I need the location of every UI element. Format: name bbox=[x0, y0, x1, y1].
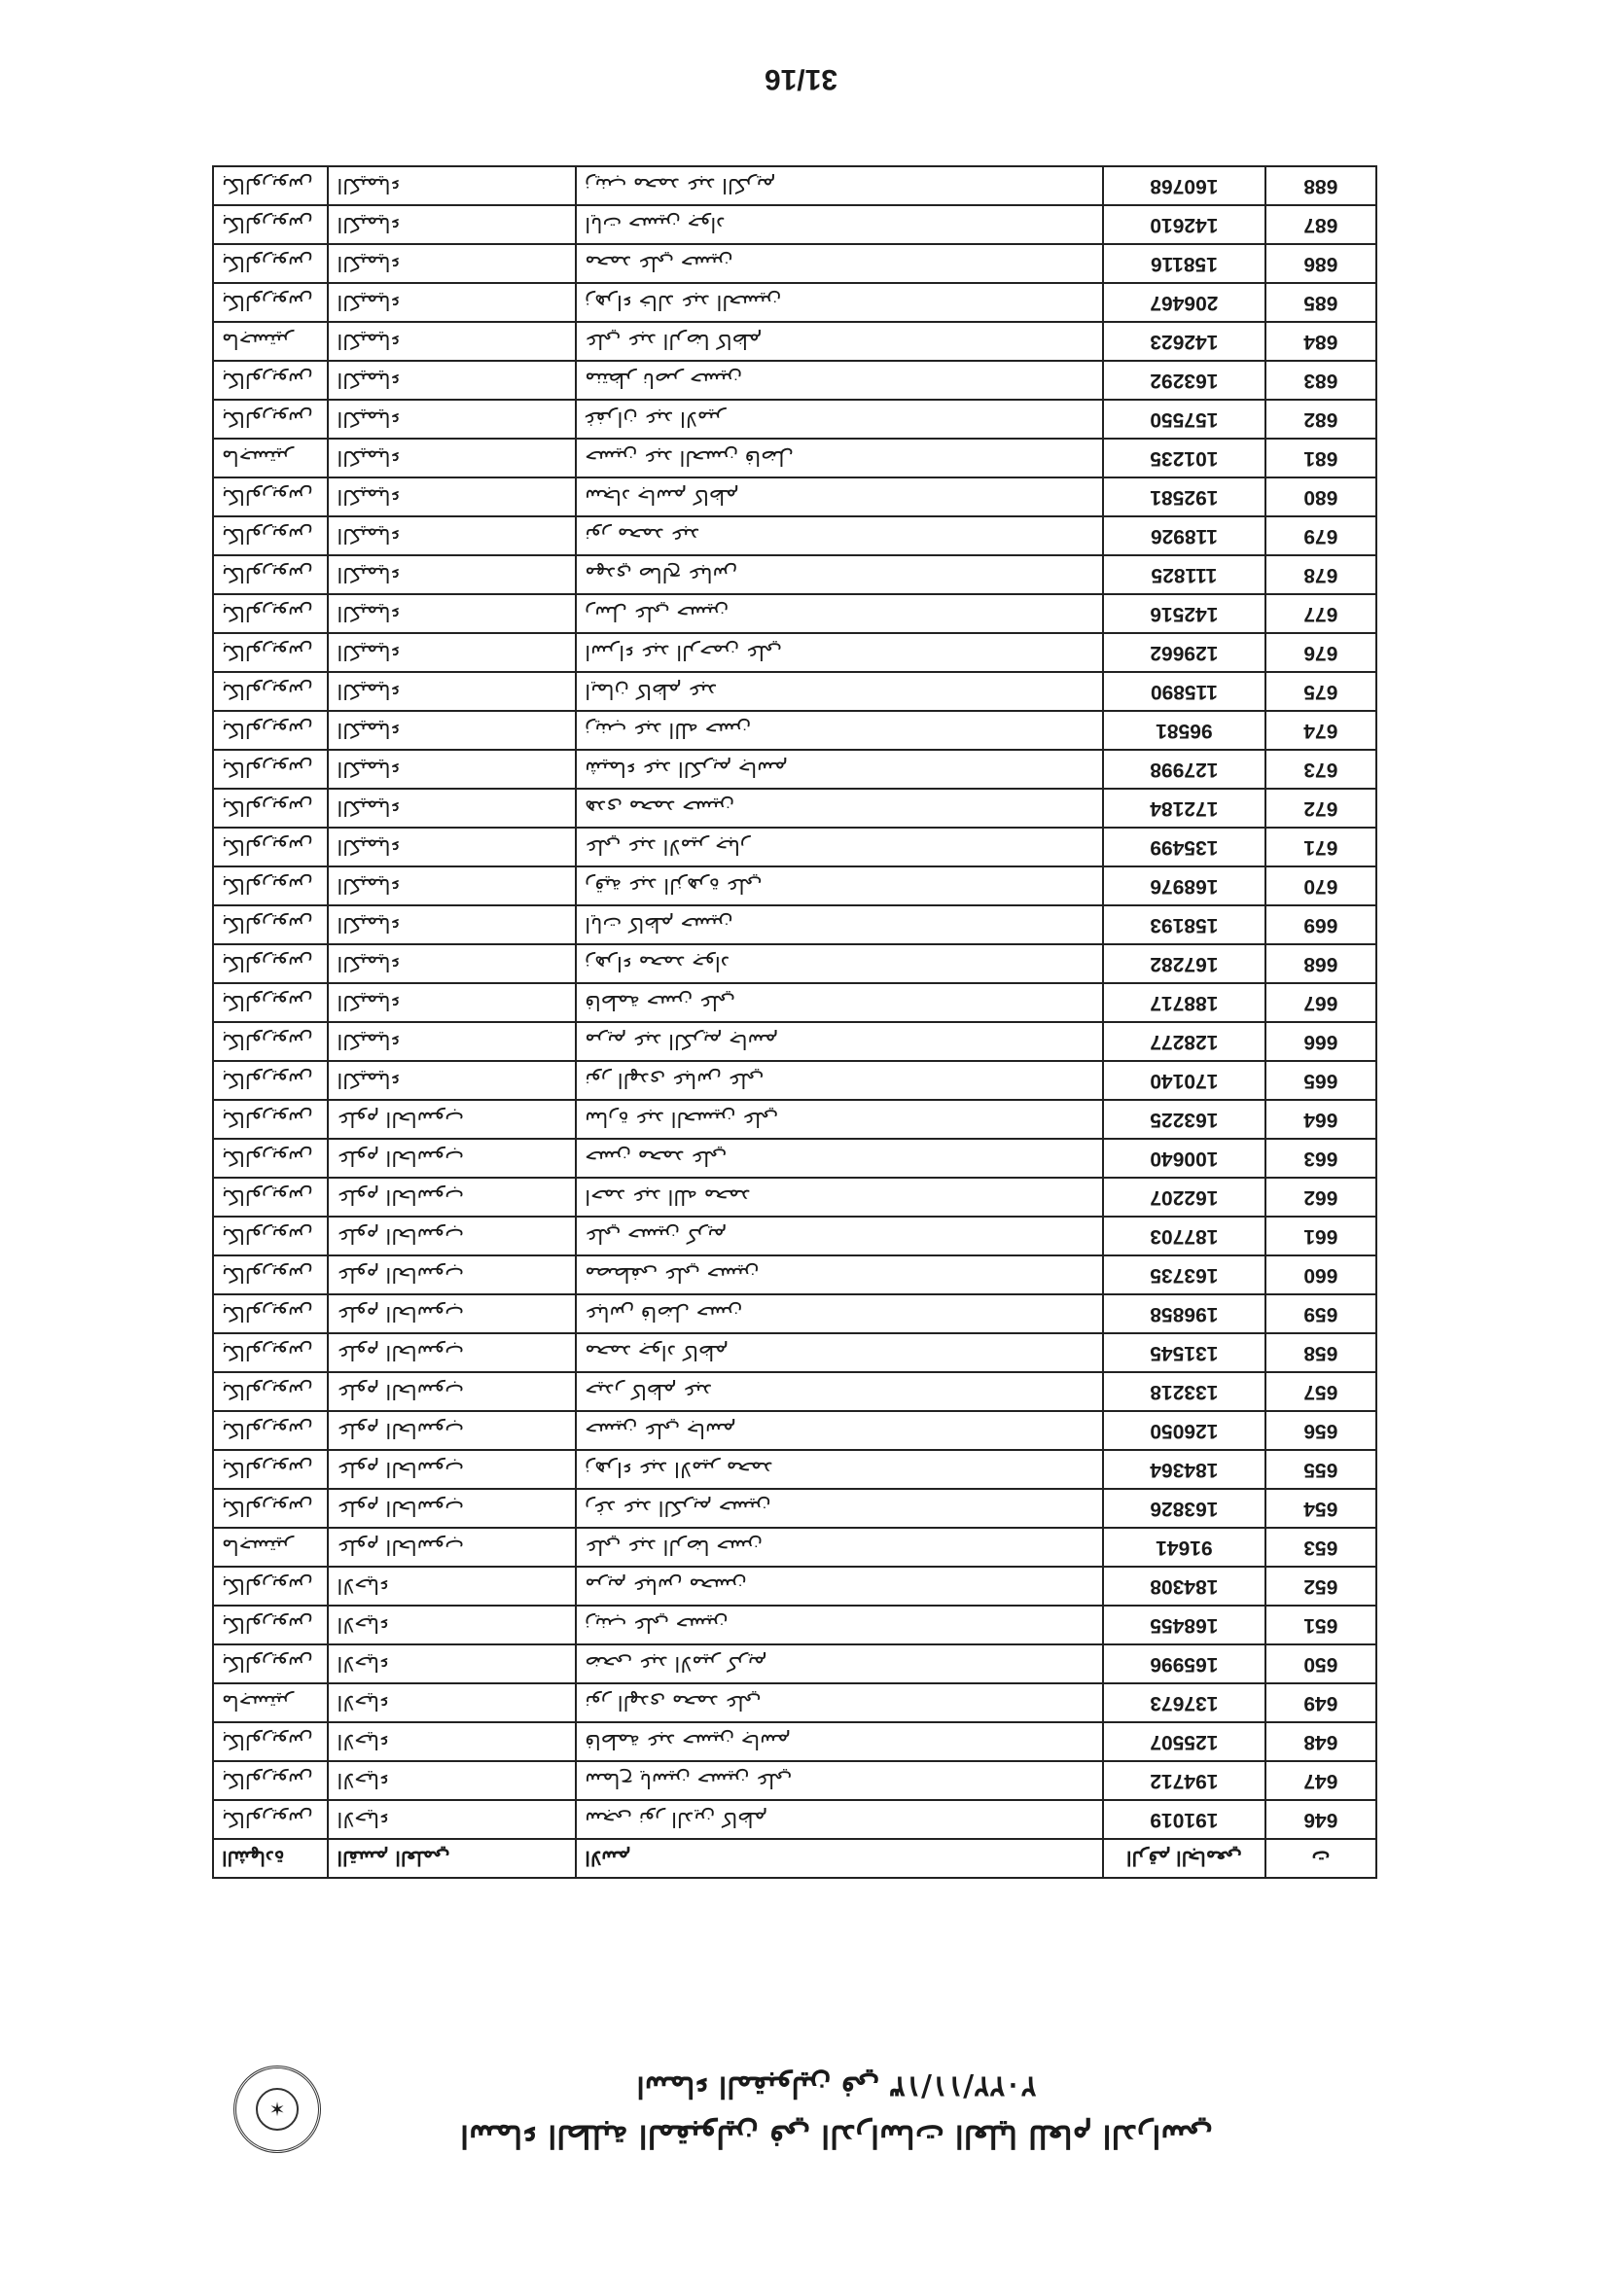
table-row bbox=[213, 672, 1376, 711]
cell-name: سارة عبد الحسين علي bbox=[576, 1100, 1103, 1139]
cell-seq: 677 bbox=[1265, 594, 1376, 633]
cell-id: 101235 bbox=[1103, 439, 1265, 477]
cell-department: الاحياء bbox=[328, 1761, 576, 1800]
cell-department: الكيمياء bbox=[328, 672, 576, 711]
table-row bbox=[213, 633, 1376, 672]
table-row bbox=[213, 1217, 1376, 1255]
cell-id: 100640 bbox=[1103, 1139, 1265, 1178]
cell-degree: بكالوريوس bbox=[213, 866, 328, 905]
table-row bbox=[213, 1800, 1376, 1839]
footer-date-line: اسماء المقبولين في ٢٠٢٢/١١/١٣ bbox=[636, 2069, 1037, 2103]
cell-department: الاحياء bbox=[328, 1683, 576, 1722]
cell-name: غفران عبد الامير bbox=[576, 400, 1103, 439]
cell-name: حسين عبد الحسن فاضل bbox=[576, 439, 1103, 477]
table-row bbox=[213, 1567, 1376, 1606]
cell-degree: بكالوريوس bbox=[213, 983, 328, 1022]
table-row bbox=[213, 944, 1376, 983]
table-row bbox=[213, 1255, 1376, 1294]
cell-seq: 653 bbox=[1265, 1528, 1376, 1567]
cell-degree: بكالوريوس bbox=[213, 1489, 328, 1528]
cell-name: علي عبد الرضا حسن bbox=[576, 1528, 1103, 1567]
cell-seq: 669 bbox=[1265, 905, 1376, 944]
cell-id: 142610 bbox=[1103, 205, 1265, 244]
cell-degree: بكالوريوس bbox=[213, 1411, 328, 1450]
cell-name: علي حسين كريم bbox=[576, 1217, 1103, 1255]
cell-seq: 651 bbox=[1265, 1606, 1376, 1644]
cell-department: الكيمياء bbox=[328, 205, 576, 244]
cell-id: 192581 bbox=[1103, 477, 1265, 516]
cell-degree: بكالوريوس bbox=[213, 1372, 328, 1411]
table-row bbox=[213, 1022, 1376, 1061]
cell-id: 188717 bbox=[1103, 983, 1265, 1022]
cell-department: الكيمياء bbox=[328, 322, 576, 361]
cell-name: زهراء عبد الامير محمد bbox=[576, 1450, 1103, 1489]
header-seq: ت bbox=[1265, 1839, 1376, 1878]
cell-degree: بكالوريوس bbox=[213, 283, 328, 322]
cell-degree: بكالوريوس bbox=[213, 1255, 328, 1294]
cell-degree: بكالوريوس bbox=[213, 594, 328, 633]
cell-name: فاطمة حسن علي bbox=[576, 983, 1103, 1022]
cell-degree: بكالوريوس bbox=[213, 1761, 328, 1800]
cell-name: رقية عبد الزهرة علي bbox=[576, 866, 1103, 905]
cell-id: 129662 bbox=[1103, 633, 1265, 672]
table-row bbox=[213, 1139, 1376, 1178]
cell-name: ايمان كاظم عبد bbox=[576, 672, 1103, 711]
cell-degree: ماجستير bbox=[213, 1683, 328, 1722]
cell-seq: 665 bbox=[1265, 1061, 1376, 1100]
cell-seq: 648 bbox=[1265, 1722, 1376, 1761]
cell-degree: بكالوريوس bbox=[213, 1606, 328, 1644]
cell-id: 168976 bbox=[1103, 866, 1265, 905]
cell-department: الكيمياء bbox=[328, 866, 576, 905]
cell-seq: 668 bbox=[1265, 944, 1376, 983]
cell-degree: بكالوريوس bbox=[213, 1178, 328, 1217]
cell-degree: بكالوريوس bbox=[213, 166, 328, 205]
cell-department: الكيمياء bbox=[328, 944, 576, 983]
cell-degree: بكالوريوس bbox=[213, 1800, 328, 1839]
cell-seq: 685 bbox=[1265, 283, 1376, 322]
cell-name: احمد عبد الله محمد bbox=[576, 1178, 1103, 1217]
cell-degree: بكالوريوس bbox=[213, 1294, 328, 1333]
cell-seq: 679 bbox=[1265, 516, 1376, 555]
cell-id: 137673 bbox=[1103, 1683, 1265, 1722]
cell-department: الكيمياء bbox=[328, 750, 576, 789]
table-row bbox=[213, 1333, 1376, 1372]
cell-name: حسن محمد علي bbox=[576, 1139, 1103, 1178]
cell-id: 126050 bbox=[1103, 1411, 1265, 1450]
cell-name: مريم عباس محسن bbox=[576, 1567, 1103, 1606]
cell-name: محمد علي حسين bbox=[576, 244, 1103, 283]
cell-id: 191019 bbox=[1103, 1800, 1265, 1839]
cell-department: الكيمياء bbox=[328, 789, 576, 828]
cell-name: فاطمة عبد حسين جاسم bbox=[576, 1722, 1103, 1761]
cell-degree: بكالوريوس bbox=[213, 244, 328, 283]
cell-id: 128277 bbox=[1103, 1022, 1265, 1061]
table-row bbox=[213, 477, 1376, 516]
cell-department: الاحياء bbox=[328, 1567, 576, 1606]
table-row bbox=[213, 905, 1376, 944]
table-row bbox=[213, 594, 1376, 633]
cell-degree: بكالوريوس bbox=[213, 1139, 328, 1178]
cell-department: علوم الحاسوب bbox=[328, 1255, 576, 1294]
cell-name: حسين علي جاسم bbox=[576, 1411, 1103, 1450]
cell-degree: بكالوريوس bbox=[213, 477, 328, 516]
cell-seq: 663 bbox=[1265, 1139, 1376, 1178]
cell-seq: 664 bbox=[1265, 1100, 1376, 1139]
table-row bbox=[213, 322, 1376, 361]
cell-degree: بكالوريوس bbox=[213, 633, 328, 672]
cell-seq: 683 bbox=[1265, 361, 1376, 400]
cell-department: الكيمياء bbox=[328, 828, 576, 866]
cell-id: 165996 bbox=[1103, 1644, 1265, 1683]
table-row bbox=[213, 1061, 1376, 1100]
table-row bbox=[213, 1411, 1376, 1450]
table-row bbox=[213, 1722, 1376, 1761]
page-number: 31/16 bbox=[764, 63, 838, 95]
table-row bbox=[213, 283, 1376, 322]
table-row bbox=[213, 244, 1376, 283]
cell-department: الكيمياء bbox=[328, 905, 576, 944]
cell-seq: 688 bbox=[1265, 166, 1376, 205]
cell-name: مهدي صالح عباس bbox=[576, 555, 1103, 594]
cell-seq: 667 bbox=[1265, 983, 1376, 1022]
cell-id: 158116 bbox=[1103, 244, 1265, 283]
table-row bbox=[213, 1372, 1376, 1411]
cell-name: اسراء عبد الرحمن علي bbox=[576, 633, 1103, 672]
cell-name: رغد عبد الكريم حسين bbox=[576, 1489, 1103, 1528]
cell-id: 135499 bbox=[1103, 828, 1265, 866]
cell-department: الكيمياء bbox=[328, 244, 576, 283]
cell-name: مريم عبد الكريم جاسم bbox=[576, 1022, 1103, 1061]
cell-id: 194712 bbox=[1103, 1761, 1265, 1800]
cell-degree: بكالوريوس bbox=[213, 400, 328, 439]
cell-department: علوم الحاسوب bbox=[328, 1139, 576, 1178]
table-row bbox=[213, 205, 1376, 244]
cell-department: علوم الحاسوب bbox=[328, 1294, 576, 1333]
cell-department: علوم الحاسوب bbox=[328, 1217, 576, 1255]
cell-degree: بكالوريوس bbox=[213, 789, 328, 828]
table-row bbox=[213, 750, 1376, 789]
cell-name: ايات كاظم حسين bbox=[576, 905, 1103, 944]
cell-seq: 660 bbox=[1265, 1255, 1376, 1294]
cell-seq: 655 bbox=[1265, 1450, 1376, 1489]
cell-department: علوم الحاسوب bbox=[328, 1178, 576, 1217]
cell-degree: بكالوريوس bbox=[213, 361, 328, 400]
cell-name: نور الهدى عباس علي bbox=[576, 1061, 1103, 1100]
cell-id: 170140 bbox=[1103, 1061, 1265, 1100]
table-row bbox=[213, 711, 1376, 750]
table-row bbox=[213, 1683, 1376, 1722]
cell-seq: 686 bbox=[1265, 244, 1376, 283]
header-name: الاسم bbox=[576, 1839, 1103, 1878]
table-row bbox=[213, 361, 1376, 400]
cell-degree: بكالوريوس bbox=[213, 1061, 328, 1100]
table-row bbox=[213, 1100, 1376, 1139]
cell-name: حيدر كاظم عبد bbox=[576, 1372, 1103, 1411]
cell-degree: بكالوريوس bbox=[213, 905, 328, 944]
cell-id: 167282 bbox=[1103, 944, 1265, 983]
cell-department: علوم الحاسوب bbox=[328, 1528, 576, 1567]
cell-department: الكيمياء bbox=[328, 633, 576, 672]
table-row bbox=[213, 1178, 1376, 1217]
cell-degree: بكالوريوس bbox=[213, 205, 328, 244]
cell-seq: 680 bbox=[1265, 477, 1376, 516]
cell-degree: بكالوريوس bbox=[213, 711, 328, 750]
cell-seq: 650 bbox=[1265, 1644, 1376, 1683]
table-row bbox=[213, 1294, 1376, 1333]
cell-degree: بكالوريوس bbox=[213, 750, 328, 789]
cell-degree: بكالوريوس bbox=[213, 1333, 328, 1372]
cell-department: الكيمياء bbox=[328, 1061, 576, 1100]
cell-seq: 670 bbox=[1265, 866, 1376, 905]
cell-seq: 672 bbox=[1265, 789, 1376, 828]
cell-department: الكيمياء bbox=[328, 400, 576, 439]
cell-degree: بكالوريوس bbox=[213, 1644, 328, 1683]
cell-name: شيماء عبد الكريم جاسم bbox=[576, 750, 1103, 789]
cell-department: علوم الحاسوب bbox=[328, 1450, 576, 1489]
cell-name: رسل علي حسين bbox=[576, 594, 1103, 633]
cell-degree: بكالوريوس bbox=[213, 555, 328, 594]
cell-id: 206467 bbox=[1103, 283, 1265, 322]
cell-department: الكيمياء bbox=[328, 711, 576, 750]
cell-seq: 658 bbox=[1265, 1333, 1376, 1372]
cell-department: الكيمياء bbox=[328, 516, 576, 555]
cell-id: 162207 bbox=[1103, 1178, 1265, 1217]
cell-id: 158193 bbox=[1103, 905, 1265, 944]
table-row bbox=[213, 983, 1376, 1022]
cell-seq: 646 bbox=[1265, 1800, 1376, 1839]
official-seal bbox=[233, 2066, 321, 2153]
cell-seq: 675 bbox=[1265, 672, 1376, 711]
table-row bbox=[213, 1450, 1376, 1489]
table-row bbox=[213, 1761, 1376, 1800]
table-row bbox=[213, 828, 1376, 866]
cell-degree: بكالوريوس bbox=[213, 516, 328, 555]
table-row bbox=[213, 1644, 1376, 1683]
cell-name: نور محمد عبد bbox=[576, 516, 1103, 555]
cell-id: 184308 bbox=[1103, 1567, 1265, 1606]
cell-name: زينب محمد عبد الكريم bbox=[576, 166, 1103, 205]
cell-id: 160768 bbox=[1103, 166, 1265, 205]
cell-department: الاحياء bbox=[328, 1606, 576, 1644]
table-row bbox=[213, 555, 1376, 594]
cell-department: الكيمياء bbox=[328, 1022, 576, 1061]
cell-id: 168455 bbox=[1103, 1606, 1265, 1644]
cell-seq: 652 bbox=[1265, 1567, 1376, 1606]
table-row bbox=[213, 1528, 1376, 1567]
cell-name: زينب علي حسين bbox=[576, 1606, 1103, 1644]
table-row bbox=[213, 866, 1376, 905]
cell-department: علوم الحاسوب bbox=[328, 1411, 576, 1450]
cell-name: زينب عبد الله حسن bbox=[576, 711, 1103, 750]
cell-degree: ماجستير bbox=[213, 322, 328, 361]
cell-id: 131545 bbox=[1103, 1333, 1265, 1372]
cell-department: الكيمياء bbox=[328, 477, 576, 516]
cell-department: علوم الحاسوب bbox=[328, 1372, 576, 1411]
cell-department: علوم الحاسوب bbox=[328, 1489, 576, 1528]
cell-id: 91641 bbox=[1103, 1528, 1265, 1567]
table-header-row bbox=[213, 1839, 1376, 1878]
cell-department: الكيمياء bbox=[328, 166, 576, 205]
cell-name: ايات حسين جواد bbox=[576, 205, 1103, 244]
cell-name: سجى نور الدين كاظم bbox=[576, 1800, 1103, 1839]
cell-degree: بكالوريوس bbox=[213, 944, 328, 983]
eagle-emblem-icon: ✶ bbox=[256, 2088, 299, 2131]
cell-seq: 684 bbox=[1265, 322, 1376, 361]
cell-name: علي عبد الامير جبار bbox=[576, 828, 1103, 866]
cell-seq: 659 bbox=[1265, 1294, 1376, 1333]
cell-id: 118926 bbox=[1103, 516, 1265, 555]
cell-seq: 662 bbox=[1265, 1178, 1376, 1217]
cell-id: 187703 bbox=[1103, 1217, 1265, 1255]
cell-name: زهراء محمد جواد bbox=[576, 944, 1103, 983]
cell-id: 163735 bbox=[1103, 1255, 1265, 1294]
cell-department: الاحياء bbox=[328, 1644, 576, 1683]
cell-name: منتظر ناصر حسين bbox=[576, 361, 1103, 400]
cell-name: سماح ياسين حسين علي bbox=[576, 1761, 1103, 1800]
cell-degree: بكالوريوس bbox=[213, 828, 328, 866]
cell-seq: 676 bbox=[1265, 633, 1376, 672]
footer-title-line: اسماء الطلبة المقبولين في الدراسات العليا للعام الدراسي bbox=[460, 2118, 1213, 2155]
cell-id: 163292 bbox=[1103, 361, 1265, 400]
cell-seq: 678 bbox=[1265, 555, 1376, 594]
table-row bbox=[213, 789, 1376, 828]
cell-department: الاحياء bbox=[328, 1722, 576, 1761]
cell-degree: بكالوريوس bbox=[213, 1022, 328, 1061]
cell-id: 196858 bbox=[1103, 1294, 1265, 1333]
students-table bbox=[212, 165, 1377, 1879]
cell-department: الكيمياء bbox=[328, 439, 576, 477]
cell-seq: 673 bbox=[1265, 750, 1376, 789]
table-row bbox=[213, 439, 1376, 477]
cell-id: 163826 bbox=[1103, 1489, 1265, 1528]
cell-seq: 666 bbox=[1265, 1022, 1376, 1061]
cell-id: 127998 bbox=[1103, 750, 1265, 789]
cell-department: الكيمياء bbox=[328, 594, 576, 633]
table-row bbox=[213, 166, 1376, 205]
cell-id: 163225 bbox=[1103, 1100, 1265, 1139]
cell-department: الكيمياء bbox=[328, 283, 576, 322]
header-id: الرقم الجامعي bbox=[1103, 1839, 1265, 1878]
cell-seq: 649 bbox=[1265, 1683, 1376, 1722]
table-row bbox=[213, 400, 1376, 439]
cell-seq: 687 bbox=[1265, 205, 1376, 244]
cell-id: 142516 bbox=[1103, 594, 1265, 633]
cell-id: 133218 bbox=[1103, 1372, 1265, 1411]
cell-name: محمد جواد كاظم bbox=[576, 1333, 1103, 1372]
cell-department: الاحياء bbox=[328, 1800, 576, 1839]
cell-id: 125507 bbox=[1103, 1722, 1265, 1761]
cell-degree: بكالوريوس bbox=[213, 1450, 328, 1489]
cell-department: الكيمياء bbox=[328, 983, 576, 1022]
cell-seq: 671 bbox=[1265, 828, 1376, 866]
cell-degree: بكالوريوس bbox=[213, 1722, 328, 1761]
cell-degree: بكالوريوس bbox=[213, 1567, 328, 1606]
cell-id: 184364 bbox=[1103, 1450, 1265, 1489]
cell-degree: بكالوريوس bbox=[213, 1217, 328, 1255]
cell-seq: 681 bbox=[1265, 439, 1376, 477]
cell-seq: 647 bbox=[1265, 1761, 1376, 1800]
cell-seq: 654 bbox=[1265, 1489, 1376, 1528]
cell-seq: 674 bbox=[1265, 711, 1376, 750]
table-row bbox=[213, 516, 1376, 555]
cell-id: 172184 bbox=[1103, 789, 1265, 828]
cell-name: زهراء خالد عبد الحسين bbox=[576, 283, 1103, 322]
cell-department: الكيمياء bbox=[328, 555, 576, 594]
cell-id: 157550 bbox=[1103, 400, 1265, 439]
header-degree: الشهادة bbox=[213, 1839, 328, 1878]
cell-id: 96581 bbox=[1103, 711, 1265, 750]
cell-name: مصطفى علي حسين bbox=[576, 1255, 1103, 1294]
cell-name: علي عبد الرضا كاظم bbox=[576, 322, 1103, 361]
cell-seq: 657 bbox=[1265, 1372, 1376, 1411]
cell-department: علوم الحاسوب bbox=[328, 1100, 576, 1139]
cell-department: علوم الحاسوب bbox=[328, 1333, 576, 1372]
cell-degree: بكالوريوس bbox=[213, 1100, 328, 1139]
cell-seq: 661 bbox=[1265, 1217, 1376, 1255]
cell-name: هدى محمد حسين bbox=[576, 789, 1103, 828]
cell-degree: ماجستير bbox=[213, 439, 328, 477]
cell-name: نور الهدى محمد علي bbox=[576, 1683, 1103, 1722]
cell-department: الكيمياء bbox=[328, 361, 576, 400]
table-row bbox=[213, 1606, 1376, 1644]
cell-name: ضحى عبد الامير كريم bbox=[576, 1644, 1103, 1683]
cell-id: 111825 bbox=[1103, 555, 1265, 594]
cell-degree: ماجستير bbox=[213, 1528, 328, 1567]
cell-id: 142623 bbox=[1103, 322, 1265, 361]
cell-seq: 682 bbox=[1265, 400, 1376, 439]
table-row bbox=[213, 1489, 1376, 1528]
cell-seq: 656 bbox=[1265, 1411, 1376, 1450]
cell-name: عباس فاضل حسن bbox=[576, 1294, 1103, 1333]
header-department: القسم العلمي bbox=[328, 1839, 576, 1878]
cell-id: 115890 bbox=[1103, 672, 1265, 711]
cell-name: سجاد جاسم كاظم bbox=[576, 477, 1103, 516]
cell-degree: بكالوريوس bbox=[213, 672, 328, 711]
